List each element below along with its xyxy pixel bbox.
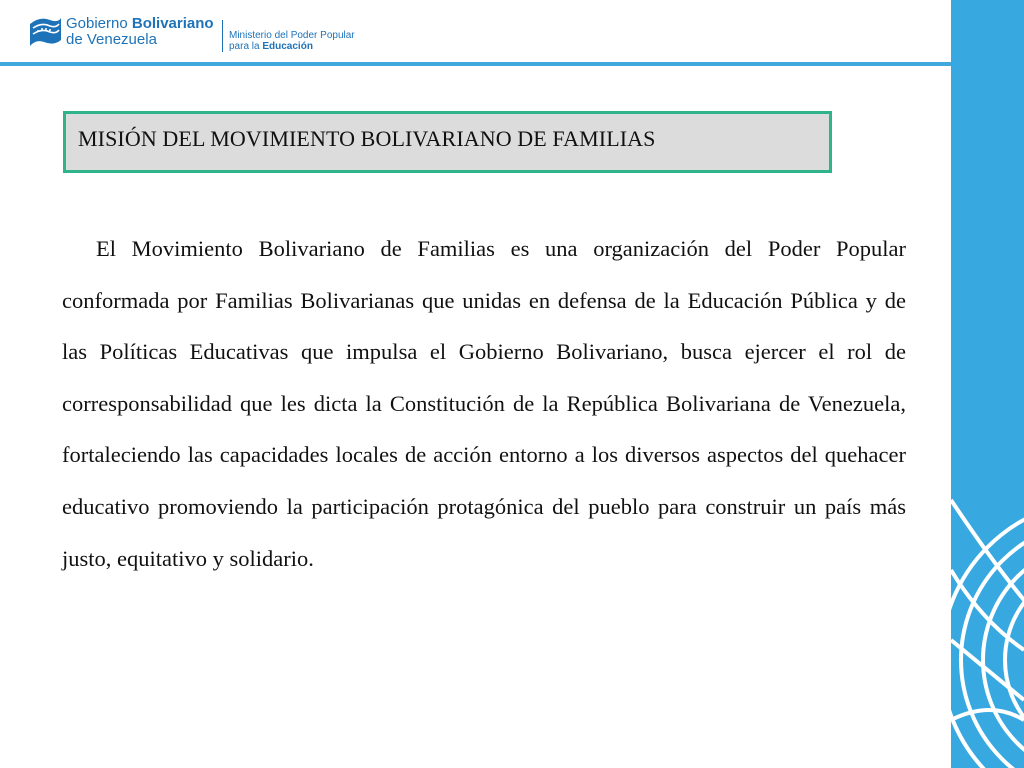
- arc-pattern-icon: [951, 0, 1024, 768]
- government-name-line1: Gobierno Bolivariano: [66, 15, 214, 32]
- title-box: [63, 111, 832, 173]
- body-paragraph: El Movimiento Bolivariano de Familias es una organización del Poder Popular conformada por Familias Bolivarianas que unidas en defensa de la Educación Pública y de las Políticas Educativas que impulsa el Gobierno Bolivariano, busca ejercer el rol de corresponsabilidad que les dicta la Constitución de la República Bolivariana de Venezuela, fortaleciendo las capacidades locales de acción entorno a los diversos aspectos del quehacer educativo promoviendo la participación protagónica del pueblo para construir un país más justo, equitativo y solidario.: [62, 236, 906, 571]
- venezuela-flag-logo-icon: [28, 14, 62, 50]
- government-name-bold: Bolivariano: [131, 15, 214, 32]
- header: [0, 0, 950, 66]
- government-name: [66, 16, 214, 48]
- right-decorative-band: [951, 0, 1024, 768]
- ministry-name-bold: Educación: [262, 41, 313, 52]
- government-name-line2: de Venezuela: [66, 31, 157, 48]
- page-title: MISIÓN DEL MOVIMIENTO BOLIVARIANO DE FAMILIAS: [78, 126, 656, 151]
- ministry-name-line1: Ministerio del Poder Popular: [229, 30, 355, 41]
- header-divider: [222, 20, 223, 52]
- ministry-name-line2: para la Educación: [229, 41, 313, 52]
- header-rule: [0, 62, 952, 66]
- ministry-name: [229, 30, 355, 52]
